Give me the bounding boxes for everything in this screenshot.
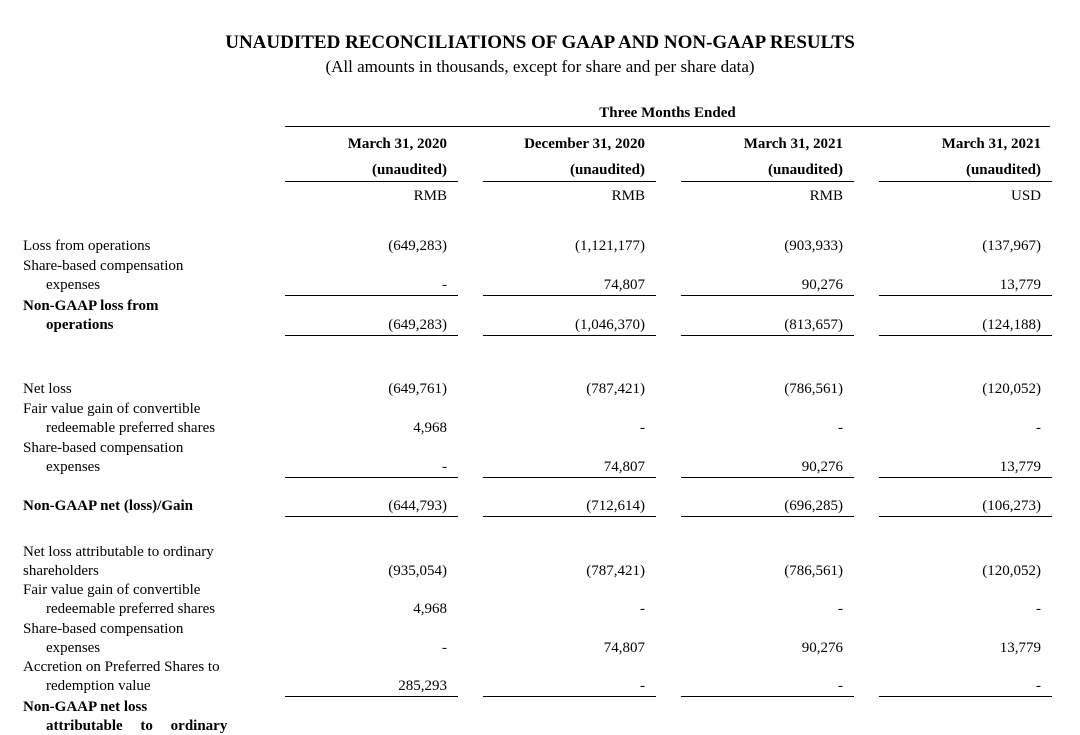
table-cell: (786,561) [784,563,843,579]
row-label-accretion: Accretion on Preferred Shares to [23,659,220,675]
col-4-currency: USD [1010,188,1041,204]
col-1-rule [285,181,458,182]
table-cell: 90,276 [801,277,843,293]
table-cell: - [640,601,645,617]
row-label-net-loss-attr: Net loss attributable to ordinary [23,544,214,560]
subtotal-rule [483,477,656,478]
table-cell: (935,054) [388,563,447,579]
row-label-fv-gain-cont: redeemable preferred shares [46,420,216,436]
col-4-date: March 31, 2021 [941,136,1041,152]
col-3-rule [681,181,854,182]
report-subtitle: (All amounts in thousands, except for share and per share data) [325,57,755,76]
table-cell: (786,561) [784,381,843,397]
table-cell: - [442,459,447,475]
col-3-date: March 31, 2021 [743,136,843,152]
report-title: UNAUDITED RECONCILIATIONS OF GAAP AND NON-GAAP RESULTS [225,32,855,53]
subtotal-rule [483,696,656,697]
row-label-net-loss-attr-cont: shareholders [23,563,99,579]
row-label-nongaap-attr: Non-GAAP net loss [23,699,148,715]
table-cell: 13,779 [999,640,1041,656]
table-cell: (120,052) [982,563,1041,579]
row-label-net-loss: Net loss [23,381,72,397]
table-cell: (787,421) [586,381,645,397]
table-cell: 74,807 [603,640,645,656]
table-cell: - [1036,601,1041,617]
row-label-sbc: Share-based compensation [23,621,184,637]
table-cell: - [838,678,843,694]
row-label-sbc-cont: expenses [46,459,101,475]
total-rule [681,335,854,336]
table-cell: (649,283) [388,238,447,254]
row-label-sbc-cont: expenses [46,277,101,293]
row-label-fv-gain: Fair value gain of convertible [23,582,201,598]
table-cell: (649,761) [388,381,447,397]
table-cell: 90,276 [801,640,843,656]
row-label-accretion-cont: redemption value [46,678,151,694]
total-rule [285,516,458,517]
col-2-rule [483,181,656,182]
table-cell: 4,968 [413,420,447,436]
table-cell: (137,967) [982,238,1041,254]
total-rule [879,335,1052,336]
table-cell: (1,046,370) [575,317,645,333]
total-rule [681,516,854,517]
subtotal-rule [879,477,1052,478]
table-cell: - [1036,420,1041,436]
table-cell: 4,968 [413,601,447,617]
subtotal-rule [879,295,1052,296]
col-4-rule [879,181,1052,182]
subtotal-rule [285,696,458,697]
subtotal-rule [285,477,458,478]
period-heading: Three Months Ended [599,105,736,121]
col-1-date: March 31, 2020 [347,136,447,152]
table-cell: 74,807 [603,459,645,475]
table-cell: (1,121,177) [575,238,645,254]
table-cell: - [640,678,645,694]
row-label-loss-from-operations: Loss from operations [23,238,151,254]
subtotal-rule [681,696,854,697]
subtotal-rule [879,696,1052,697]
row-label-sbc: Share-based compensation [23,258,184,274]
total-rule [483,335,656,336]
period-rule [285,126,1050,127]
table-cell: 90,276 [801,459,843,475]
row-label-sbc-cont: expenses [46,640,101,656]
total-rule [879,516,1052,517]
col-4-status: (unaudited) [965,162,1041,178]
row-label-fv-gain-cont: redeemable preferred shares [46,601,216,617]
table-cell: (787,421) [586,563,645,579]
subtotal-rule [681,477,854,478]
row-label-fv-gain: Fair value gain of convertible [23,401,201,417]
table-cell: (712,614) [586,498,645,514]
row-label-nongaap-loss-ops: Non-GAAP loss from [23,298,159,314]
table-cell: (696,285) [784,498,843,514]
col-1-status: (unaudited) [371,162,447,178]
table-cell: - [640,420,645,436]
table-cell: (120,052) [982,381,1041,397]
col-3-status: (unaudited) [767,162,843,178]
table-cell: 74,807 [603,277,645,293]
table-cell: (903,933) [784,238,843,254]
col-2-date: December 31, 2020 [524,136,645,152]
table-cell: (813,657) [784,317,843,333]
total-rule [483,516,656,517]
table-cell: 285,293 [398,678,447,694]
row-label-nongaap-loss-ops-cont: operations [46,317,114,333]
table-cell: (644,793) [388,498,447,514]
table-cell: 13,779 [999,459,1041,475]
subtotal-rule [483,295,656,296]
row-label-nongaap-attr-cont: attributable to ordinary [46,718,228,734]
table-cell: - [442,640,447,656]
row-label-sbc: Share-based compensation [23,440,184,456]
table-cell: (106,273) [982,498,1041,514]
table-cell: (649,283) [388,317,447,333]
table-cell: - [442,277,447,293]
subtotal-rule [681,295,854,296]
table-cell: - [1036,678,1041,694]
col-2-currency: RMB [611,188,645,204]
col-2-status: (unaudited) [569,162,645,178]
row-label-nongaap-net: Non-GAAP net (loss)/Gain [23,498,194,514]
total-rule [285,335,458,336]
table-cell: - [838,601,843,617]
table-cell: 13,779 [999,277,1041,293]
col-1-currency: RMB [413,188,447,204]
table-cell: - [838,420,843,436]
subtotal-rule [285,295,458,296]
col-3-currency: RMB [809,188,843,204]
table-cell: (124,188) [982,317,1041,333]
